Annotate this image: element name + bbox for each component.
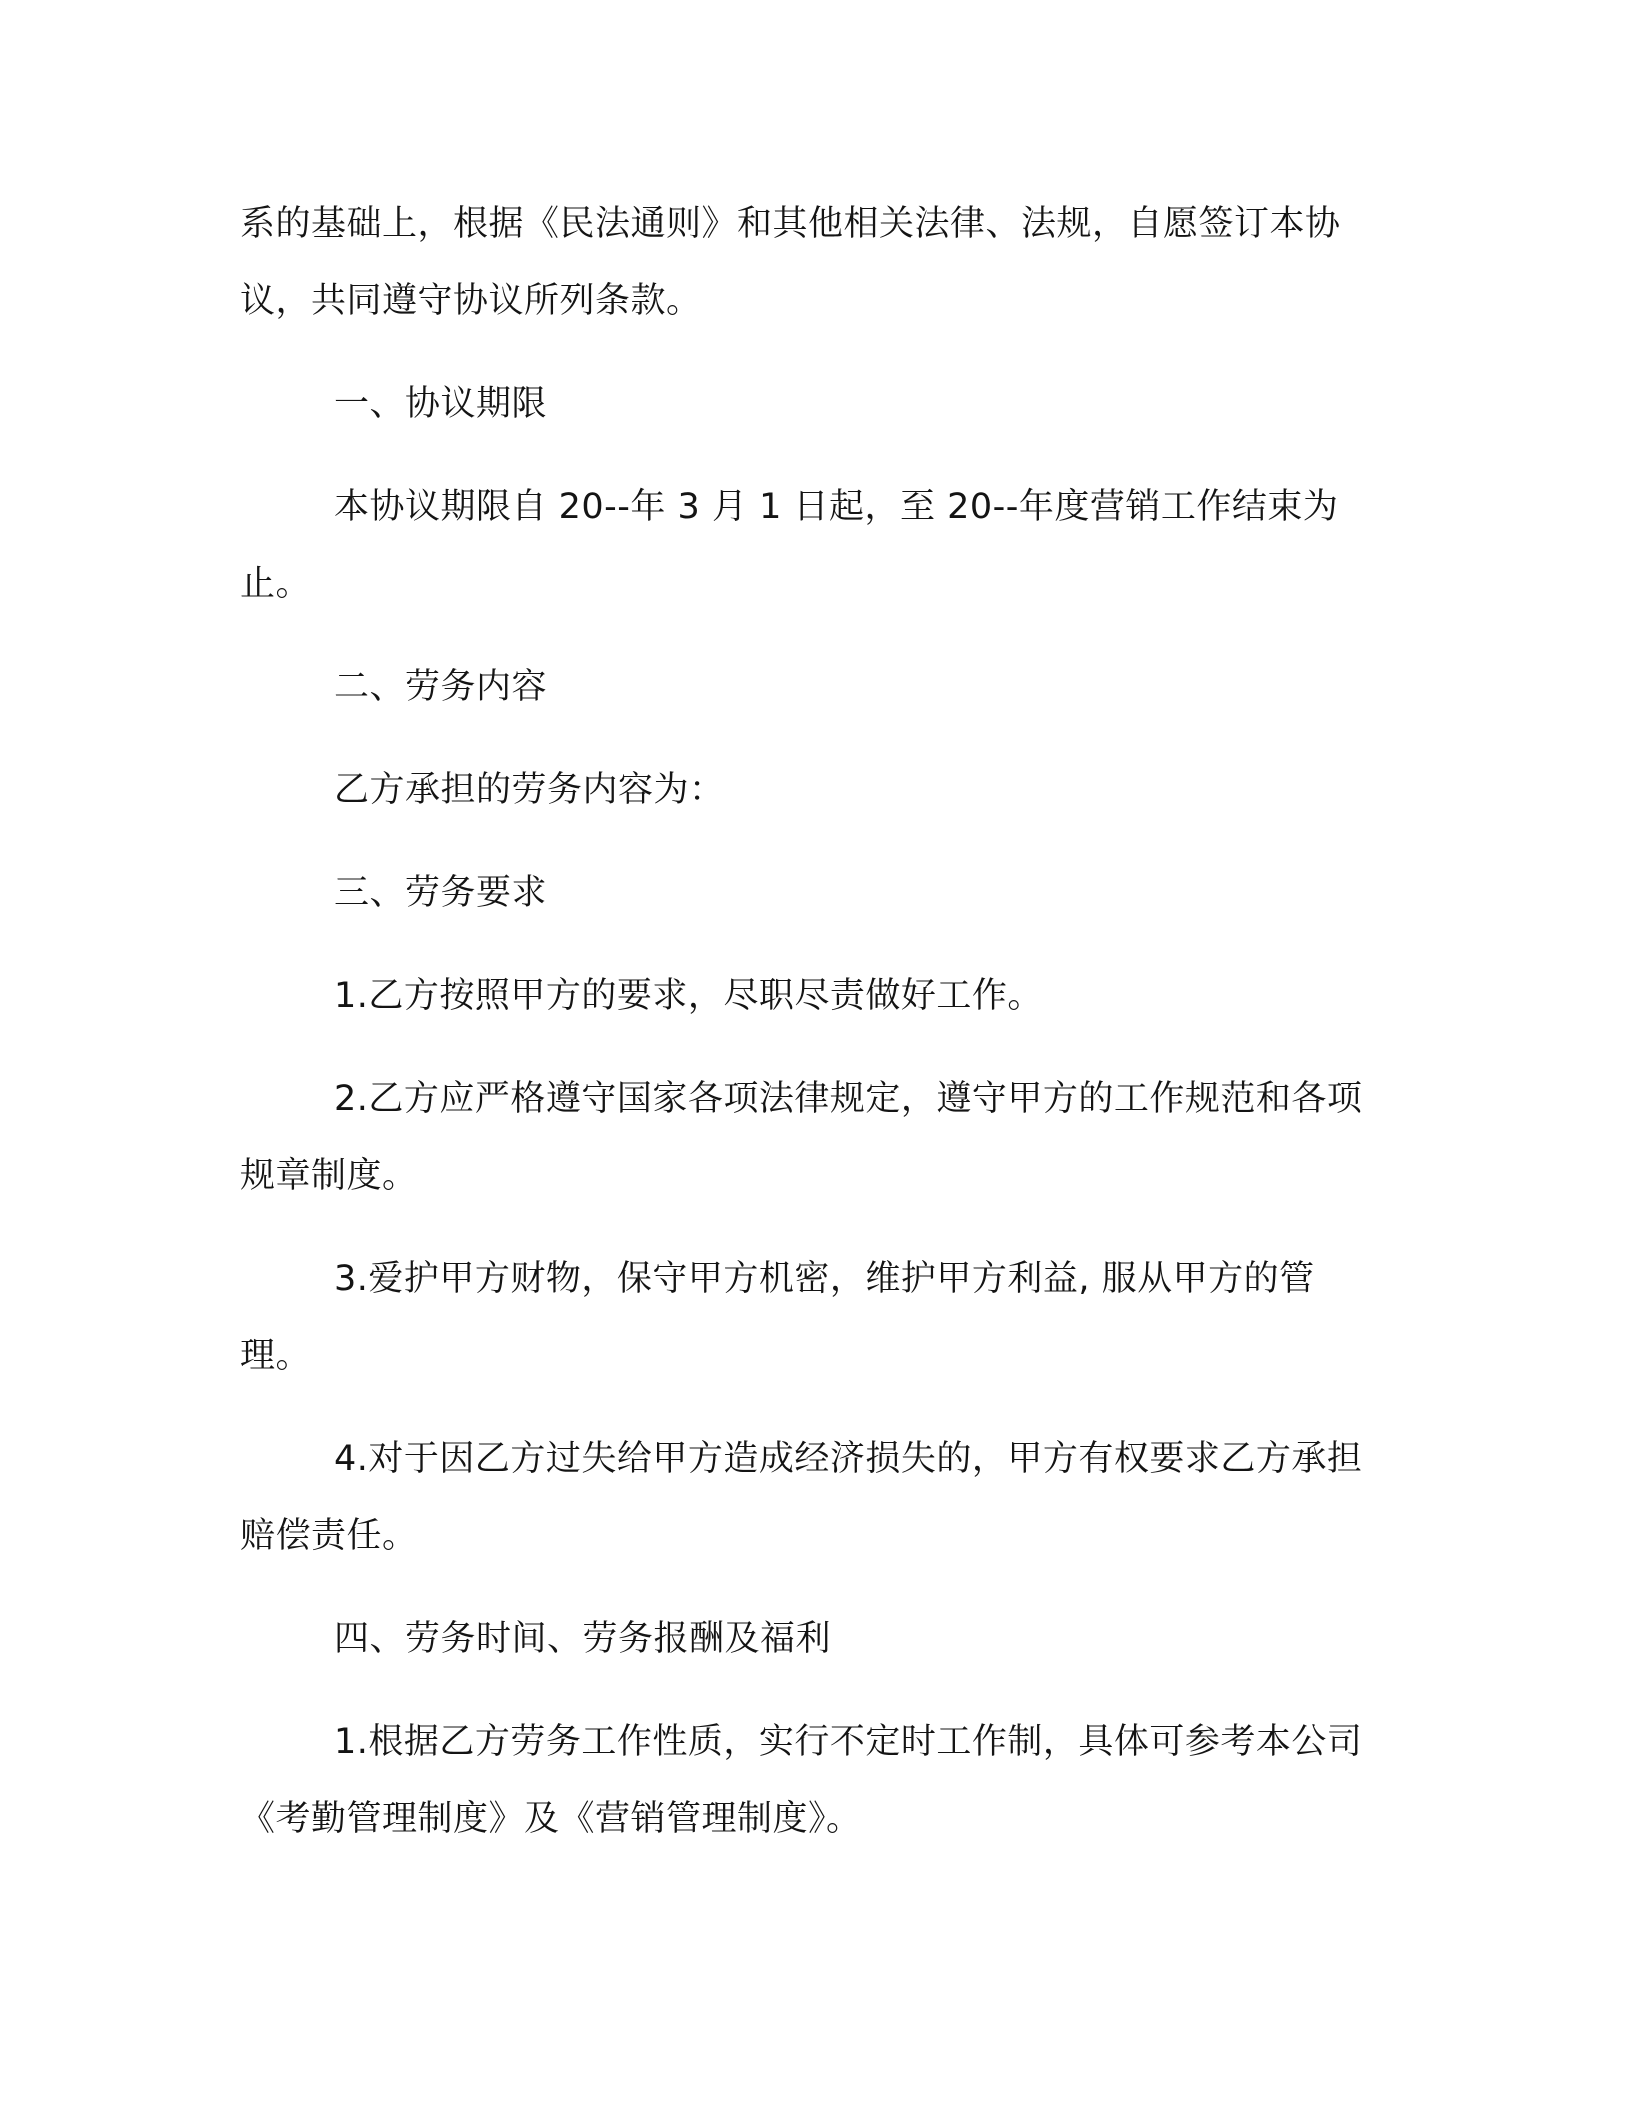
requirement-item-4: 4.对于因乙方过失给甲方造成经济损失的，甲方有权要求乙方承担赔偿责任。 [240,1439,1363,1556]
section-heading-service-content: 二、劳务内容 [334,667,548,707]
time-pay-item-1: 1.根据乙方劳务工作性质，实行不定时工作制，具体可参考本公司《考勤管理制度》及《营销管理制度》。 [240,1722,1363,1839]
section-heading-time-pay-benefits: 四、劳务时间、劳务报酬及福利 [334,1619,832,1659]
section-heading-agreement-term: 一、协议期限 [334,384,548,424]
requirement-item-1: 1.乙方按照甲方的要求，尽职尽责做好工作。 [334,976,1043,1016]
requirement-item-3: 3.爱护甲方财物，保守甲方机密，维护甲方利益, 服从甲方的管理。 [240,1259,1315,1376]
paragraph-intro-continuation: 系的基础上，根据《民法通则》和其他相关法律、法规，自愿签订本协议，共同遵守协议所列条款。 [240,204,1341,321]
paragraph-service-content: 乙方承担的劳务内容为： [334,770,725,810]
section-heading-service-requirements: 三、劳务要求 [334,873,548,913]
paragraph-agreement-term: 本协议期限自 20--年 3 月 1 日起，至 20--年度营销工作结束为止。 [240,487,1339,604]
document-body [240,186,1370,1884]
requirement-item-2: 2.乙方应严格遵守国家各项法律规定，遵守甲方的工作规范和各项规章制度。 [240,1079,1363,1196]
